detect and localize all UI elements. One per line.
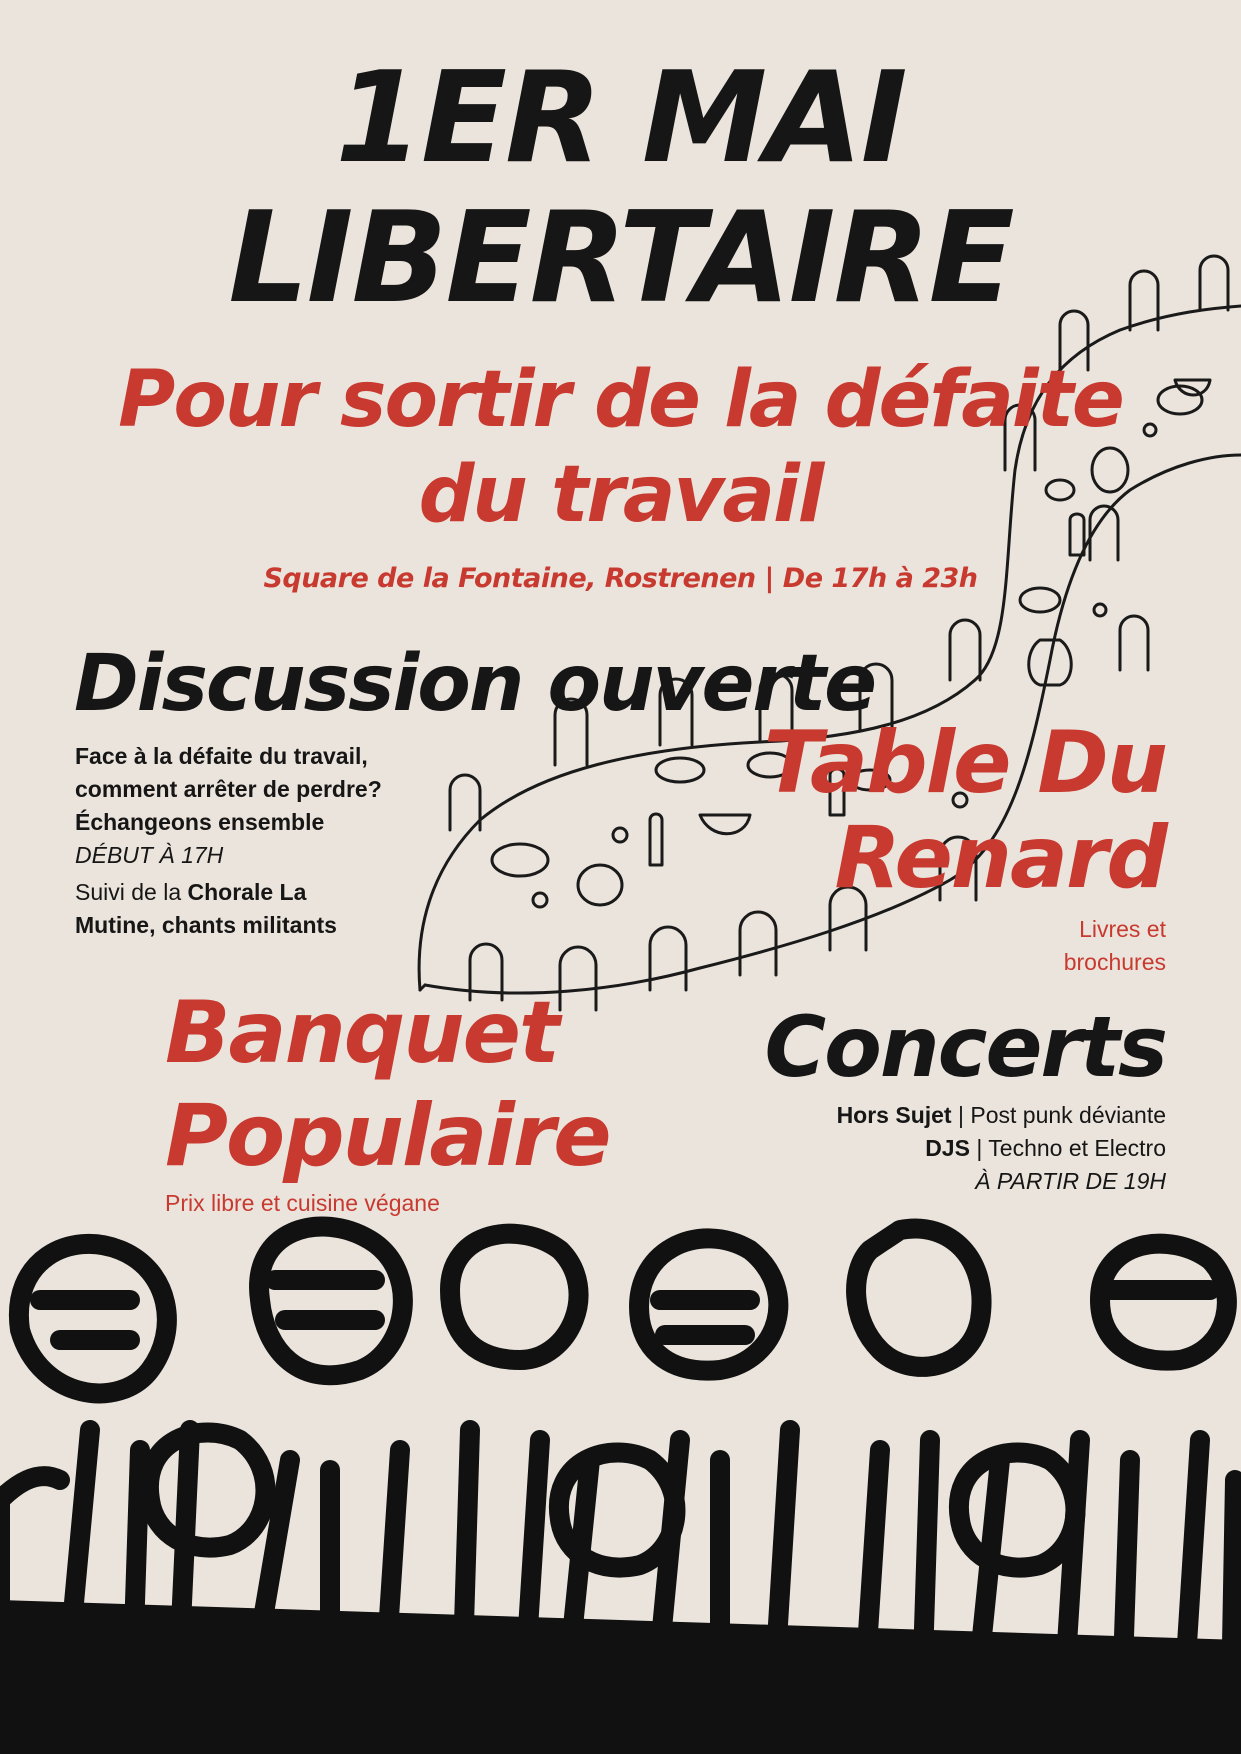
concerts-title: Concerts bbox=[764, 998, 1166, 1096]
discussion-line: Face à la défaite du travail, bbox=[75, 743, 368, 769]
act-name: Hors Sujet bbox=[836, 1102, 952, 1128]
act-name: DJS bbox=[925, 1135, 970, 1161]
subtitle-line-1: Pour sortir de la défaite bbox=[118, 355, 1123, 445]
act-separator: | bbox=[969, 1135, 989, 1161]
discussion-title: Discussion ouverte bbox=[74, 639, 876, 729]
subtitle-line-2: du travail bbox=[418, 450, 823, 540]
discussion-start-time: DÉBUT À 17H bbox=[75, 842, 224, 868]
concerts-start-time: À PARTIR DE 19H bbox=[975, 1168, 1166, 1194]
table-renard-subtitle bbox=[1064, 913, 1166, 979]
table-renard-title-line-2: Renard bbox=[834, 808, 1166, 908]
event-location-time: Square de la Fontaine, Rostrenen | De 17h à 23h bbox=[263, 563, 978, 594]
title-line-1: 1ER MAI bbox=[335, 44, 906, 191]
discussion-line: comment arrêter de perdre? bbox=[75, 776, 382, 802]
banquet-title-line-1: Banquet bbox=[165, 983, 559, 1083]
title-line-2: LIBERTAIRE bbox=[228, 184, 1013, 331]
banquet-title-line-2: Populaire bbox=[165, 1086, 610, 1186]
concert-act bbox=[837, 1132, 1166, 1165]
act-genre: Techno et Electro bbox=[988, 1135, 1166, 1161]
act-separator: | bbox=[951, 1102, 971, 1128]
concerts-details bbox=[837, 1099, 1166, 1198]
discussion-followed-by bbox=[75, 876, 475, 909]
act-genre: Post punk déviante bbox=[970, 1102, 1166, 1128]
choir-name: Chorale La bbox=[187, 879, 307, 905]
followed-prefix: Suivi de la bbox=[75, 879, 188, 905]
banquet-subtitle: Prix libre et cuisine végane bbox=[165, 1190, 440, 1216]
table-renard-title-line-1: Table Du bbox=[763, 713, 1166, 813]
choir-description: Mutine, chants militants bbox=[75, 912, 337, 938]
discussion-line: Échangeons ensemble bbox=[75, 809, 325, 835]
table-renard-sub-line-2: brochures bbox=[1063, 949, 1166, 975]
concert-act bbox=[837, 1099, 1166, 1132]
table-renard-sub-line-1: Livres et bbox=[1079, 916, 1166, 942]
discussion-details bbox=[75, 740, 475, 942]
